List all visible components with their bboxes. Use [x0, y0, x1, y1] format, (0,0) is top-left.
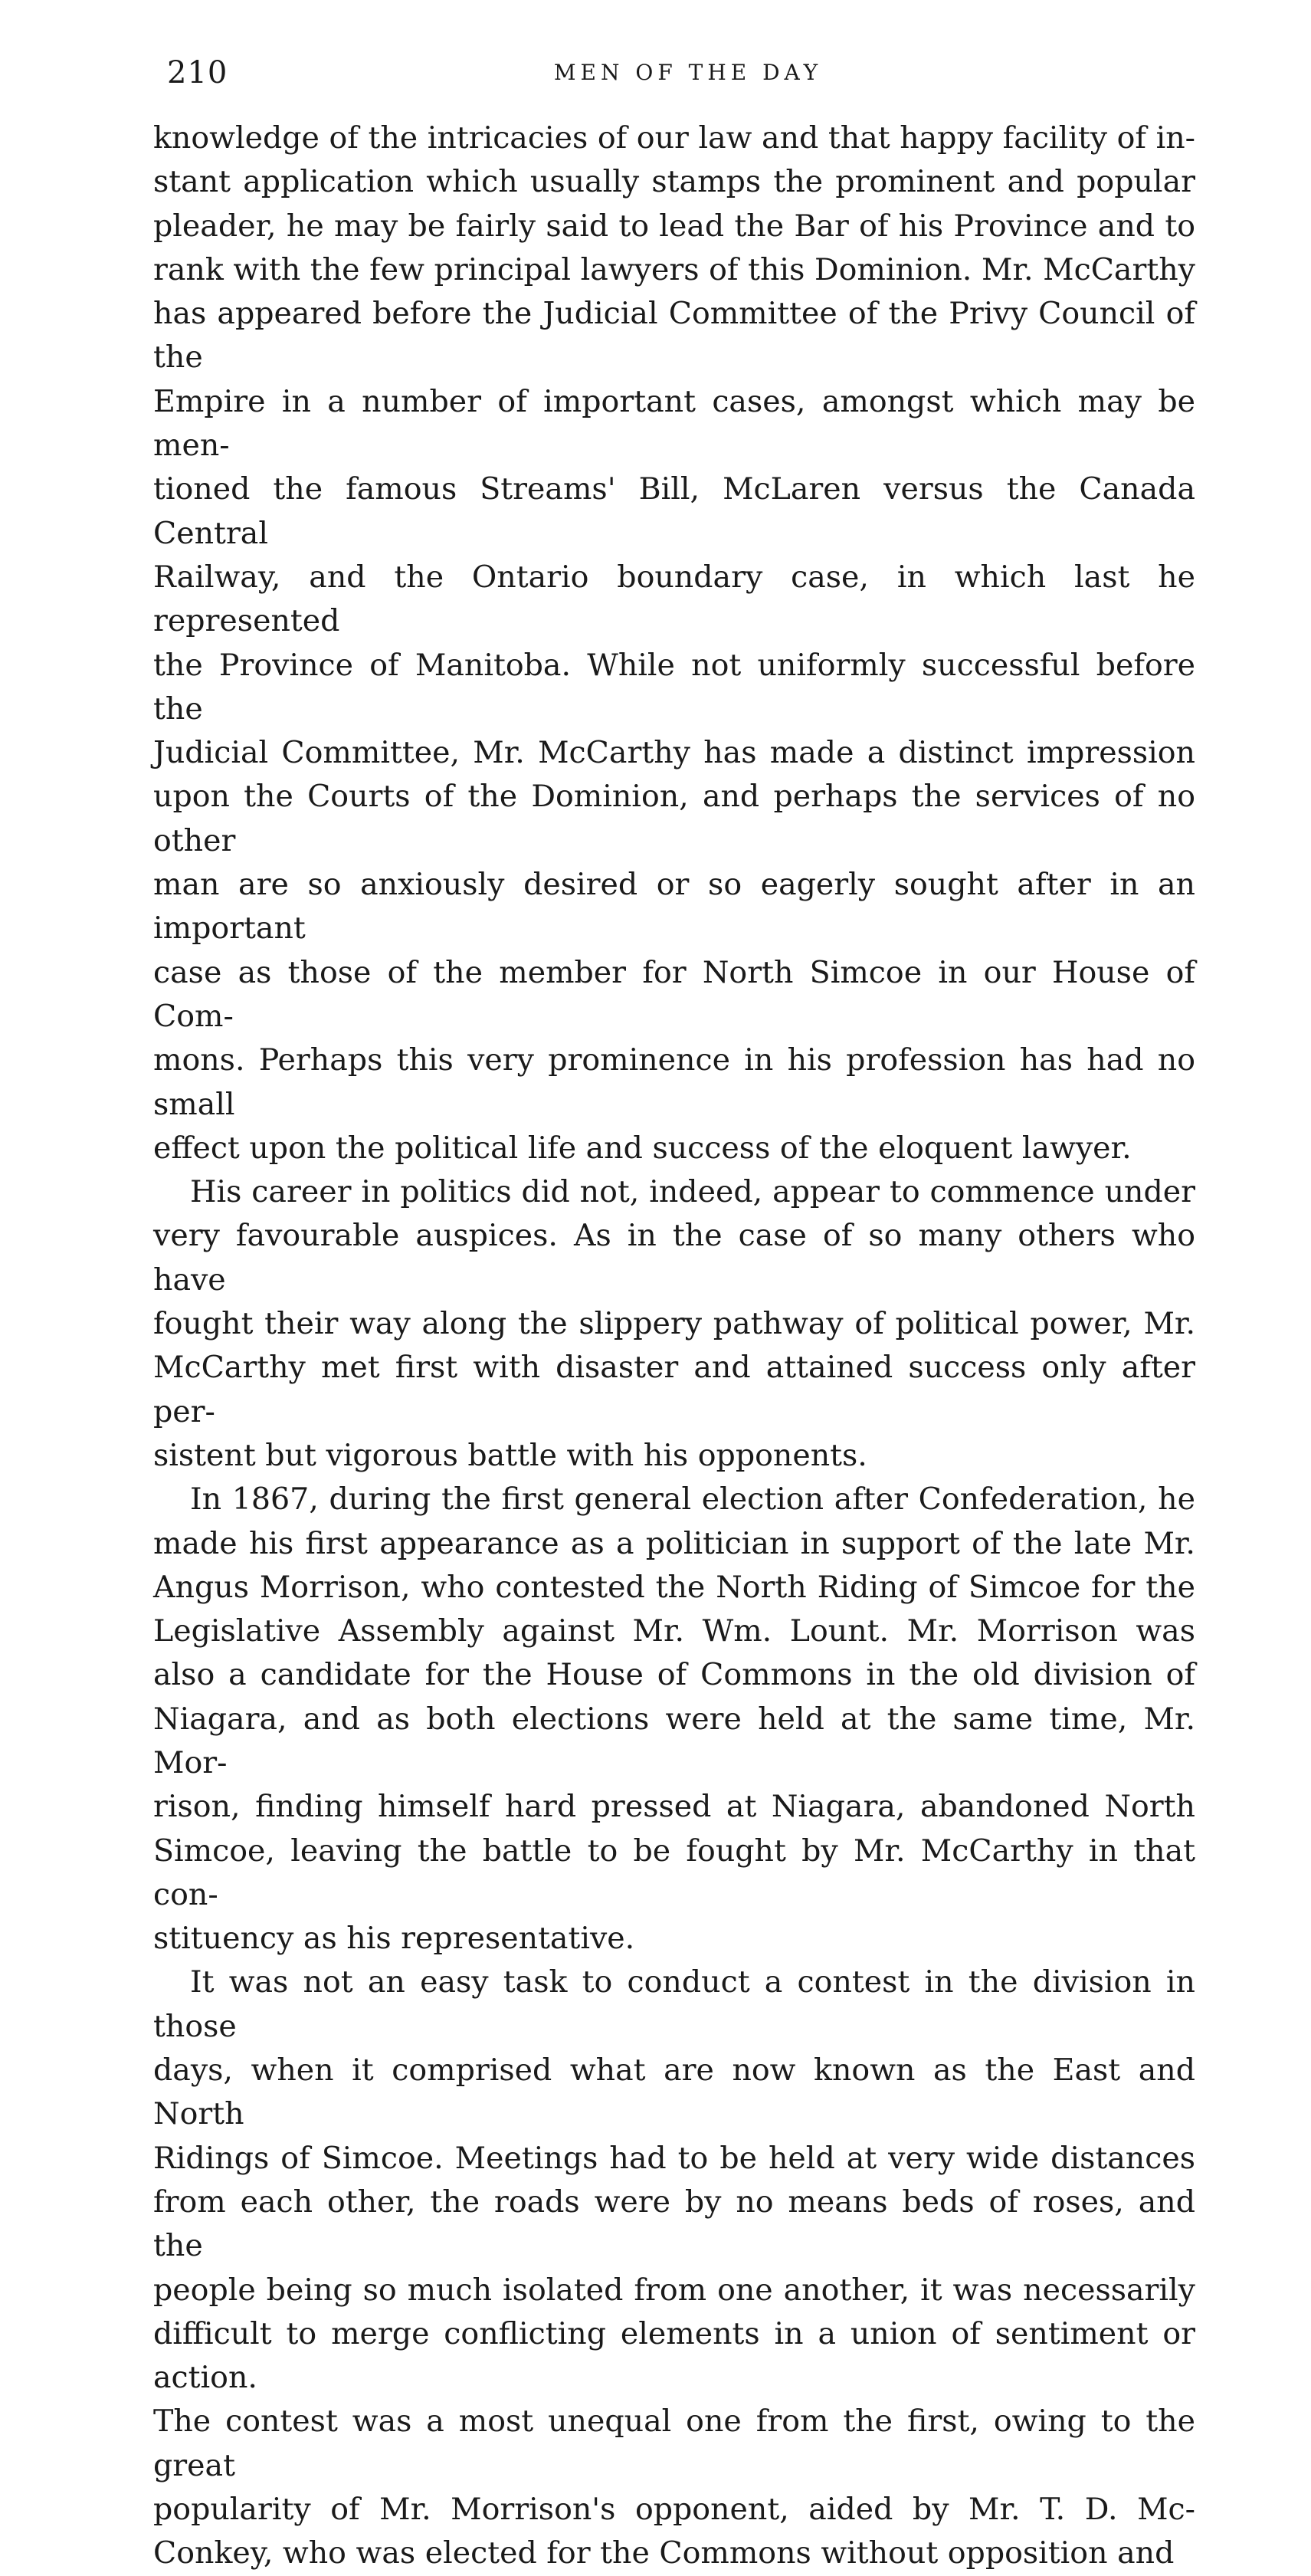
text-line: case as those of the member for North Simcoe in our House of Com-: [153, 954, 1195, 1034]
text-line: days, when it comprised what are now known as the East and North: [153, 2053, 1195, 2132]
text-line: Simcoe, leaving the battle to be fought by Mr. McCarthy in that con-: [153, 1833, 1195, 1912]
text-line: difficult to merge conflicting elements in a union of sentiment or action.: [153, 2315, 1195, 2396]
text-line: Empire in a number of important cases, amongst which may be men-: [153, 383, 1195, 464]
text-line: Niagara, and as both elections were held at the same time, Mr. Mor-: [153, 1701, 1195, 1780]
text-line: Judicial Committee, Mr. McCarthy has made a distinct impression: [153, 735, 1195, 771]
text-line: people being so much isolated from one another, it was necessarily: [153, 2272, 1195, 2308]
text-line: has appeared before the Judicial Committee of the Privy Council of the: [153, 296, 1195, 376]
text-line: popularity of Mr. Morrison's opponent, aided by Mr. T. D. Mc-: [153, 2492, 1195, 2528]
text-line: very favourable auspices. As in the case of so many others who have: [153, 1218, 1195, 1298]
text-line: from each other, the roads were by no means beds of roses, and the: [153, 2184, 1195, 2264]
text-line: tioned the famous Streams' Bill, McLaren versus the Canada Central: [153, 471, 1195, 551]
paragraph: [153, 1170, 1195, 1478]
text-line: also a candidate for the House of Commons in the old division of: [153, 1657, 1195, 1693]
text-line: upon the Courts of the Dominion, and perhaps the services of no other: [153, 779, 1195, 858]
text-line: His career in politics did not, indeed, appear to commence under: [190, 1174, 1195, 1210]
text-line: stant application which usually stamps the prominent and popular: [153, 164, 1195, 200]
running-head: MEN OF THE DAY: [553, 60, 823, 85]
text-line: Conkey, who was elected for the Commons without opposition and: [153, 2535, 1175, 2571]
text-line: Ridings of Simcoe. Meetings had to be held at very wide distances: [153, 2140, 1195, 2176]
page-header: [167, 55, 1209, 101]
text-line: fought their way along the slippery pathway of political power, Mr.: [153, 1306, 1195, 1342]
body-text: [153, 116, 1195, 2576]
text-line: pleader, he may be fairly said to lead the Bar of his Province and to: [153, 208, 1195, 244]
text-line: In 1867, during the first general election after Confederation, he: [190, 1482, 1195, 1518]
text-line: mons. Perhaps this very prominence in his profession has had no small: [153, 1042, 1195, 1122]
text-line: It was not an easy task to conduct a contest in the division in those: [153, 1964, 1195, 2044]
text-line: rank with the few principal lawyers of this Dominion. Mr. McCarthy: [153, 251, 1195, 287]
text-line: effect upon the political life and success of the eloquent lawyer.: [153, 1130, 1132, 1166]
text-line: Legislative Assembly against Mr. Wm. Lount. Mr. Morrison was: [153, 1613, 1195, 1649]
paragraph: [153, 1478, 1195, 1961]
text-line: stituency as his representative.: [153, 1921, 635, 1957]
text-line: man are so anxiously desired or so eagerly sought after in an important: [153, 867, 1195, 947]
paragraph: [153, 1961, 1195, 2575]
text-line: knowledge of the intricacies of our law and that happy facility of in-: [153, 120, 1195, 156]
text-line: made his first appearance as a politician in support of the late Mr.: [153, 1525, 1195, 1561]
text-line: sistent but vigorous battle with his opponents.: [153, 1437, 867, 1473]
text-line: Angus Morrison, who contested the North Riding of Simcoe for the: [153, 1569, 1195, 1605]
text-line: rison, finding himself hard pressed at Niagara, abandoned North: [153, 1789, 1195, 1825]
text-line: Railway, and the Ontario boundary case, in which last he represented: [153, 559, 1195, 639]
page-number: 210: [167, 55, 228, 90]
text-line: McCarthy met first with disaster and attained success only after per-: [153, 1350, 1195, 1429]
text-line: The contest was a most unequal one from the first, owing to the great: [153, 2404, 1195, 2483]
text-line: the Province of Manitoba. While not uniformly successful before the: [153, 647, 1195, 727]
paragraph: [153, 116, 1195, 1170]
